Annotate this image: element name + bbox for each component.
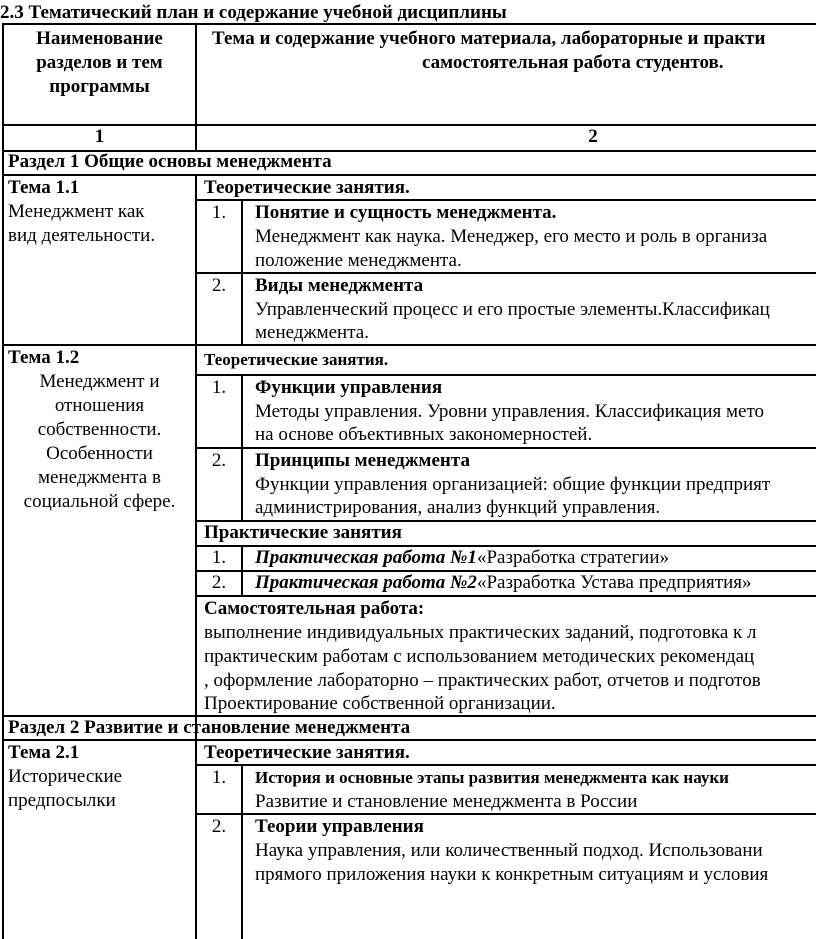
header-col2-line: самостоятельная работа студентов. — [422, 52, 724, 73]
practice-item: Практическая работа №2«Разработка Устава предприятия» — [255, 572, 752, 593]
topic-desc-line: Менеджмент и — [39, 371, 160, 392]
item-line: менеджмента. — [255, 322, 369, 343]
self-work-line: практическим работам с использованием методических рекомендац — [204, 646, 755, 667]
section-title: Раздел 2 Развитие и становление менеджмента — [8, 717, 411, 738]
item-line: Методы управления. Уровни управления. Классификация мето — [255, 401, 765, 422]
rule — [241, 199, 243, 344]
topic-desc-line: Особенности — [46, 443, 153, 464]
item-line: Менеджмент как наука. Менеджер, его место и роль в организа — [255, 226, 768, 247]
header-num-2: 2 — [588, 126, 598, 147]
page-heading: 2.3 Тематический план и содержание учебной дисциплины — [0, 2, 507, 23]
rule — [241, 764, 243, 939]
theory-label: Теоретические занятия. — [204, 742, 410, 763]
practice-label: Практические занятия — [204, 522, 402, 543]
topic-desc-line: собственности. — [37, 419, 162, 440]
item-num: 2. — [211, 275, 227, 296]
item-line: Развитие и становление менеджмента в России — [255, 791, 638, 812]
topic-desc-line: предпосылки — [8, 790, 116, 811]
item-title: Принципы менеджмента — [255, 450, 470, 471]
item-line: администрирования, анализ функций управления. — [255, 497, 661, 518]
item-line: положение менеджмента. — [255, 250, 462, 271]
practice-item: Практическая работа №1«Разработка стратегии» — [255, 547, 669, 568]
topic-desc-line: отношения — [54, 395, 145, 416]
item-title: История и основные этапы развития менеджмента как науки — [255, 768, 729, 787]
item-line: Функции управления организацией: общие функции предприят — [255, 474, 771, 495]
self-work-line: , оформление лабораторно – практических работ, отчетов и подготов — [204, 670, 761, 691]
item-num: 1. — [211, 767, 227, 788]
item-num: 2. — [211, 816, 227, 837]
practice-num: 1. — [211, 547, 227, 568]
item-line: прямого приложения науки к конкретным ситуациям и условия — [255, 864, 769, 885]
topic-desc-line: вид деятельности. — [8, 225, 156, 246]
item-title: Функции управления — [255, 377, 443, 398]
header-col1-line: программы — [49, 76, 150, 97]
rule — [241, 374, 243, 520]
item-line: Управленческий процесс и его простые элементы.Классификац — [255, 299, 770, 320]
topic-name: Тема 1.1 — [8, 177, 80, 198]
rule — [241, 545, 243, 595]
item-num: 2. — [211, 450, 227, 471]
rule — [2, 344, 816, 346]
self-work-label: Самостоятельная работа: — [204, 598, 425, 619]
item-line: Наука управления, или количественный подход. Использовани — [255, 840, 763, 861]
topic-desc-line: менеджмента в — [38, 467, 161, 488]
header-col1-line: разделов и тем — [36, 52, 163, 73]
item-title: Виды менеджмента — [255, 275, 424, 296]
rule — [2, 174, 4, 939]
section-title: Раздел 1 Общие основы менеджмента — [8, 151, 332, 172]
topic-name: Тема 1.2 — [8, 347, 80, 368]
theory-label: Теоретические занятия. — [204, 177, 410, 198]
topic-name: Тема 2.1 — [8, 742, 80, 763]
item-title: Понятие и сущность менеджмента. — [255, 202, 557, 223]
self-work-line: Проектирование собственной организации. — [204, 693, 556, 714]
item-line: на основе объективных закономерностей. — [255, 424, 593, 445]
self-work-line: выполнение индивидуальных практических заданий, подготовка к л — [204, 622, 757, 643]
theory-label: Теоретические занятия. — [204, 350, 389, 369]
item-num: 1. — [211, 202, 227, 223]
header-col1-line: Наименование — [36, 28, 163, 49]
item-title: Теории управления — [255, 816, 424, 837]
topic-desc-line: Исторические — [8, 766, 123, 787]
rule — [2, 23, 816, 25]
practice-num: 2. — [211, 572, 227, 593]
topic-desc-line: Менеджмент как — [8, 201, 145, 222]
topic-desc-line: социальной сфере. — [23, 491, 176, 512]
item-num: 1. — [211, 377, 227, 398]
header-col2-line: Тема и содержание учебного материала, лабораторные и практи — [212, 28, 766, 49]
header-num-1: 1 — [94, 126, 105, 147]
